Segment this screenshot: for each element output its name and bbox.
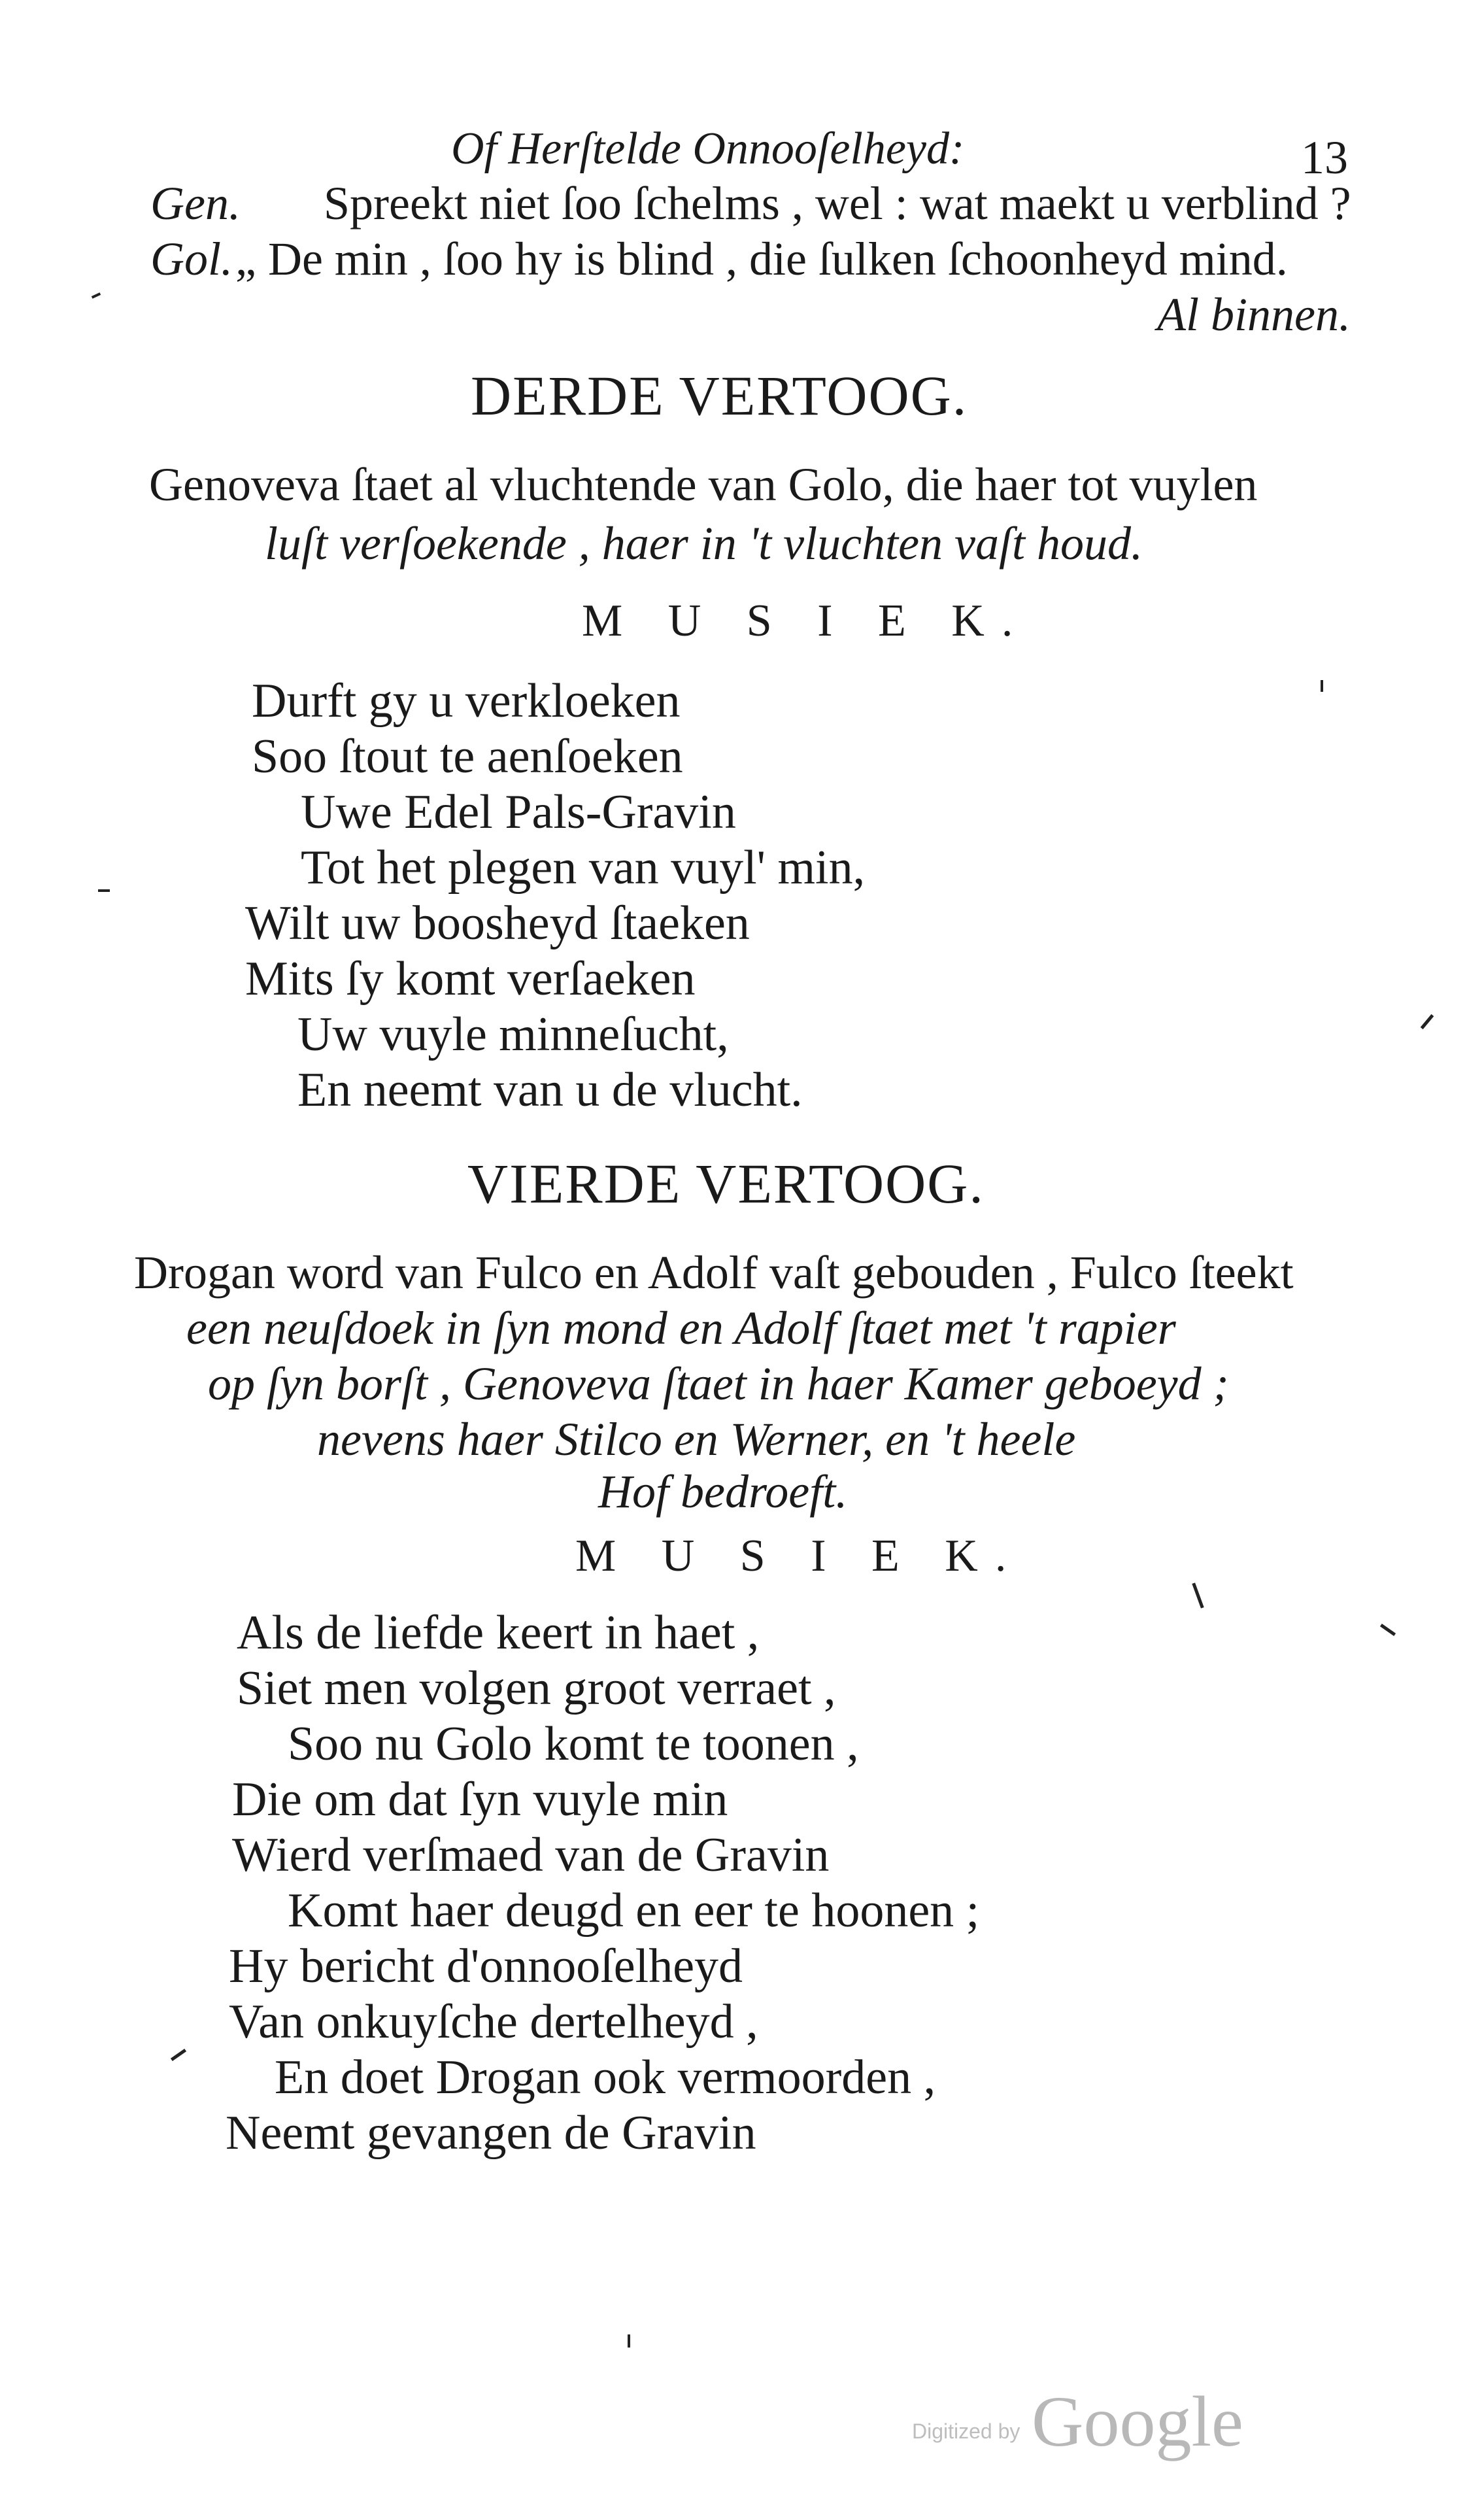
verse-line: Die om dat ſyn vuyle min [232,1773,728,1826]
section-description-line [208,1357,1229,1411]
verse-line: Siet men volgen groot verraet , [237,1662,836,1715]
verse-line: Soo nu Golo komt te toonen , [288,1717,859,1771]
verse-line: Durft gy u verkloeken [252,674,681,728]
verse-line: Mits ſy komt verſaeken [245,952,696,1006]
verse-line: Neemt gevangen de Gravin [226,2106,756,2160]
verse-line: Uwe Edel Pals-Gravin [301,785,736,839]
verse-line: Als de liefde keert in haet , [237,1606,760,1660]
watermark-google-logo: Google [1032,2382,1243,2461]
verse-line: Tot het plegen van vuyl' min, [301,841,866,895]
description-text: Genoveva ſtaet al vluchtende van Golo, die haer tot vuylen [149,458,1258,511]
page-number: 13 [1301,131,1348,184]
exit-stage-direction: Al binnen. [1157,288,1351,341]
scan-speck [1380,1624,1396,1636]
verse-line: Hy bericht d'onnooſelheyd [229,1939,743,1993]
description-text: een neuſdoek in ſyn mond en Adolf ſtaet met 't rapier [186,1302,1176,1354]
description-text: op ſyn borſt , Genoveva ſtaet in haer Kamer geboeyd ; [208,1358,1229,1410]
speaker-label: Gen. [150,177,241,230]
music-heading: M U S I E K. [575,1531,1024,1581]
scan-speck [628,2334,630,2348]
speech-text: Spreekt niet ſoo ſchelms , wel : wat maekt u verblind ? [324,177,1351,230]
verse-line: En doet Drogan ook vermoorden , [275,2051,936,2104]
music-heading: M U S I E K. [582,596,1030,646]
verse-line: En neemt van u de vlucht. [297,1063,803,1117]
speech-text: „ De min , ſoo hy is blind , die ſulken ſchoonheyd mind. [235,233,1288,285]
running-head: Of Herſtelde Onnooſelheyd: [451,124,965,174]
section-description-line [317,1412,1075,1467]
scan-speck [1192,1582,1204,1608]
scan-speck [171,2049,186,2061]
verse-line: Wilt uw boosheyd ſtaeken [245,897,750,950]
description-text: luſt verſoekende , haer in 't vluchten vaſt houd. [265,517,1143,570]
verse-line: Uw vuyle minneſucht, [297,1008,729,1061]
scan-speck [98,889,110,892]
description-text: Drogan word van Fulco en Adolf vaſt gebouden , Fulco ſteekt [134,1246,1294,1299]
description-text: Hof bedroeft. [598,1465,848,1518]
scan-speck [1421,1014,1434,1029]
dialogue-line-gen [150,177,1351,231]
watermark-digitized-by: Digitized by [912,2419,1020,2443]
verse-line: Wierd verſmaed van de Gravin [232,1828,830,1882]
section-description-line [186,1301,1176,1356]
scan-speck [1321,680,1323,692]
scan-speck [92,292,101,299]
verse-line: Soo ſtout te aenſoeken [252,730,683,783]
verse-line: Komt haer deugd en eer te hoonen ; [288,1884,980,1938]
section-description-line [598,1465,847,1519]
description-text: nevens haer Stilco en Werner, en 't heele [317,1413,1076,1465]
section-description-line [134,1246,1294,1300]
verse-line: Van onkuyſche dertelheyd , [229,1995,758,2049]
speaker-label: Gol. [150,233,233,285]
section-heading-derde: DERDE VERTOOG. [471,364,968,427]
section-description-line [265,517,1143,571]
dialogue-line-gol [150,232,1288,286]
section-heading-vierde: VIERDE VERTOOG. [467,1152,985,1215]
section-description-line [149,458,1257,512]
